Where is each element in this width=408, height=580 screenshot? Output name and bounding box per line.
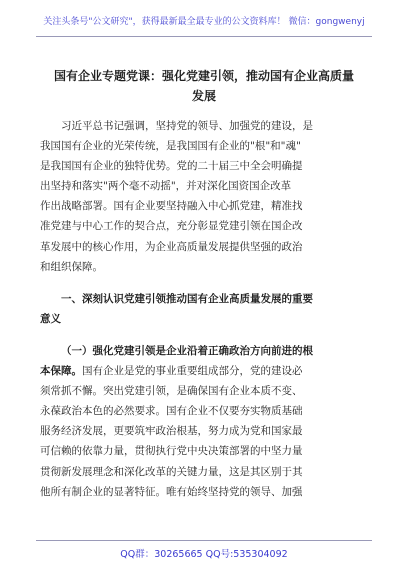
subsection-1 [40, 341, 370, 502]
intro-line: 是我国国有企业的独特优势。党的二十届三中全会明确提 [40, 160, 303, 173]
section-heading-line: 意义 [40, 312, 61, 325]
section-1-heading [40, 289, 370, 329]
subsection-heading-end: 本保障。 [40, 365, 82, 378]
subsection-line: 服务经济发展，更要筑牢政治根基，努力成为党和国家最 [40, 425, 303, 438]
subsection-line: 贯彻新发展理念和深化改革的关键力量，这是其区别于其 [40, 465, 303, 478]
subsection-text: 国有企业是党的事业重要组成部分，党的建设必 [82, 365, 303, 378]
page-footer [0, 540, 408, 564]
intro-line: 我国国有企业的光荣传统，是我国国有企业的"根"和"魂" [40, 140, 301, 153]
subsection-heading-line: （一）强化党建引领是企业沿着正确政治方向前进的根 [61, 344, 313, 357]
intro-line: 革发展中的核心作用，为企业高质量发展提供坚强的政治 [40, 240, 303, 253]
subsection-line: 永葆政治本色的必然要求。国有企业不仅要夯实物质基础 [40, 405, 303, 418]
intro-line: 准党建与中心工作的契合点，充分彰显党建引领在国企改 [40, 220, 303, 233]
intro-line: 习近平总书记强调，坚持党的领导、加强党的建设，是 [61, 120, 313, 132]
subsection-heading-line-2 [40, 361, 370, 381]
subsection-line: 他所有制企业的显著特征。唯有始终坚持党的领导、加强 [40, 485, 303, 498]
intro-paragraph [40, 116, 370, 277]
title-line-2: 发展 [191, 89, 216, 103]
title-line-1: 国有企业专题党课：强化党建引领，推动国有企业高质量 [53, 69, 354, 83]
intro-line: 出坚持和落实"两个毫不动摇"，并对深化国资国企改革 [40, 180, 292, 193]
intro-line: 和组织保障。 [40, 260, 103, 273]
page-header [0, 14, 408, 44]
intro-line: 作出战略部署。国有企业要坚持融入中心抓党建，精准找 [40, 200, 303, 213]
footer-contact: QQ群：30265665 QQ号:535304092 [120, 549, 288, 560]
document-title [40, 66, 368, 106]
header-notice: 关注头条号"公文研究"，获得最新最全最专业的公文资料库！ 微信：gongwenyj [43, 17, 365, 27]
section-heading-line: 一、深刻认识党建引领推动国有企业高质量发展的重要 [61, 292, 313, 305]
footer-divider [36, 540, 372, 541]
header-divider [36, 36, 372, 37]
document-body [40, 116, 370, 502]
subsection-line: 可信赖的依靠力量，贯彻执行党中央决策部署的中坚力量 [40, 445, 303, 458]
subsection-line: 须常抓不懈。突出党建引领，是确保国有企业本质不变、 [40, 385, 303, 398]
